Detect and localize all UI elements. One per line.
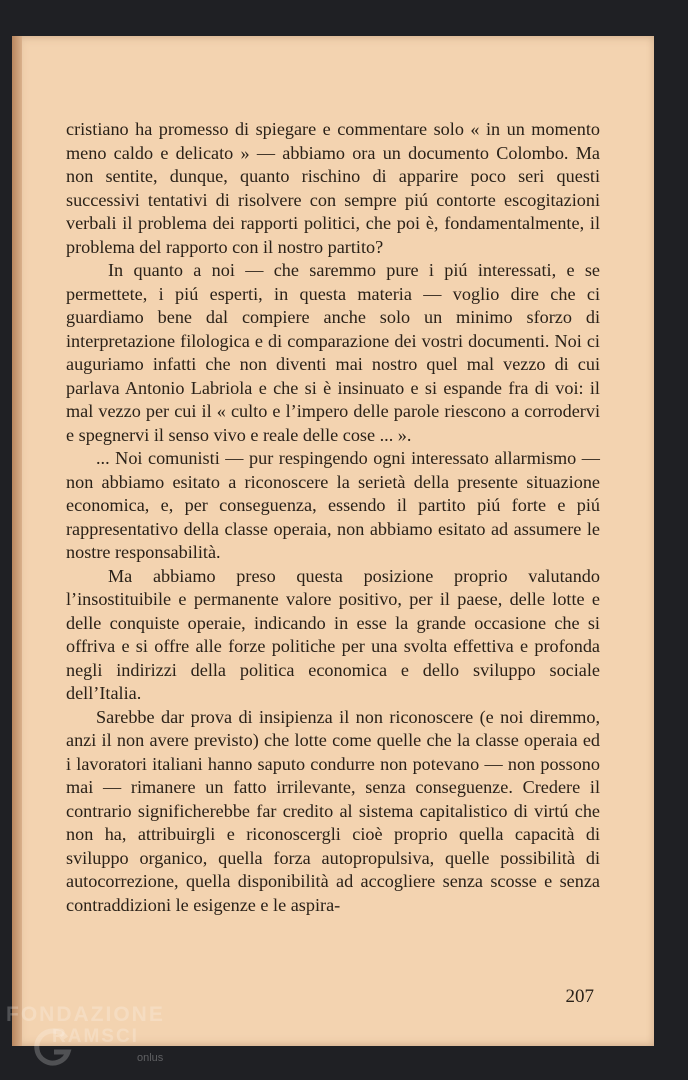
- paragraph-4: Ma abbiamo preso questa posizione proprio valutando l’insostituibile e permanente valore positivo, per il paese, delle lotte e delle conquiste operaie, indicando in esse la grande occasione che si offriva e si offre alle forze politiche per una svolta effettiva e profonda negli indirizzi della politica economica e dello sviluppo sociale dell’Italia.: [66, 565, 600, 703]
- page-number: 207: [565, 986, 594, 1007]
- paragraph-3: ... Noi comunisti — pur respingendo ogni interessato allarmismo — non abbiamo esitato a riconoscere la serietà della presente situazione economica, e, per conseguenza, essendo il partito piú forte e piú rappresentativo della classe operaia, non abbiamo esitato ad assumere le nostre responsabilità.: [66, 448, 600, 562]
- watermark-line-1: FONDAZIONE: [6, 1003, 165, 1026]
- paragraph-5: Sarebbe dar prova di insipienza il non riconoscere (e noi diremmo, anzi il non avere previsto) che lotte come quelle che la classe operaia ed i lavoratori italiani hanno saputo condurre non potevano — non possono mai — rimanere un fatto irrilevante, senza conseguenze. Credere il contrario significherebbe far credito al sistema capitalistico di virtú che non ha, attribuirgli e riconoscergli cioè proprio quella capacità di sviluppo organico, quella forza autopropulsiva, quelle possibilità di autocorrezione, quella disponibilità ad accogliere senza scosse e senza contraddizioni le esigenze e le aspira-: [66, 706, 600, 915]
- book-spine-shadow: [12, 36, 22, 1046]
- book-page: [12, 36, 654, 1046]
- watermark-line-2: RAMSCI: [52, 1026, 139, 1047]
- watermark-onlus: onlus: [137, 1052, 164, 1064]
- paragraph-1: cristiano ha promesso di spiegare e commentare solo « in un momento meno caldo e delicato » — abbiamo ora un documento Colombo. Ma non sentite, dunque, quanto rischino di apparire poco seri questi successivi tentativi di risolvere con sempre piú contorte escogitazioni verbali il problema dei rapporti politici, che poi è, fondamentalmente, il problema del rapporto con il nostro partito?: [66, 119, 600, 257]
- watermark-g-logo-icon: [30, 1026, 74, 1070]
- page-body-text: [66, 118, 600, 917]
- paragraph-2: In quanto a noi — che saremmo pure i piú interessati, e se permettete, i piú esperti, in questa materia — voglio dire che ci guardiamo bene dal compiere anche solo un minimo sforzo di interpretazione filologica e di comparazione dei vostri documenti. Noi ci auguriamo infatti che non diventi mai nostro quel mal vezzo di cui parlava Antonio Labriola e che si è insinuato e si espande fra di voi: il mal vezzo per cui il « culto e l’impero delle parole riescono a corrodervi e spegnervi il senso vivo e reale delle cose ... ».: [66, 260, 600, 445]
